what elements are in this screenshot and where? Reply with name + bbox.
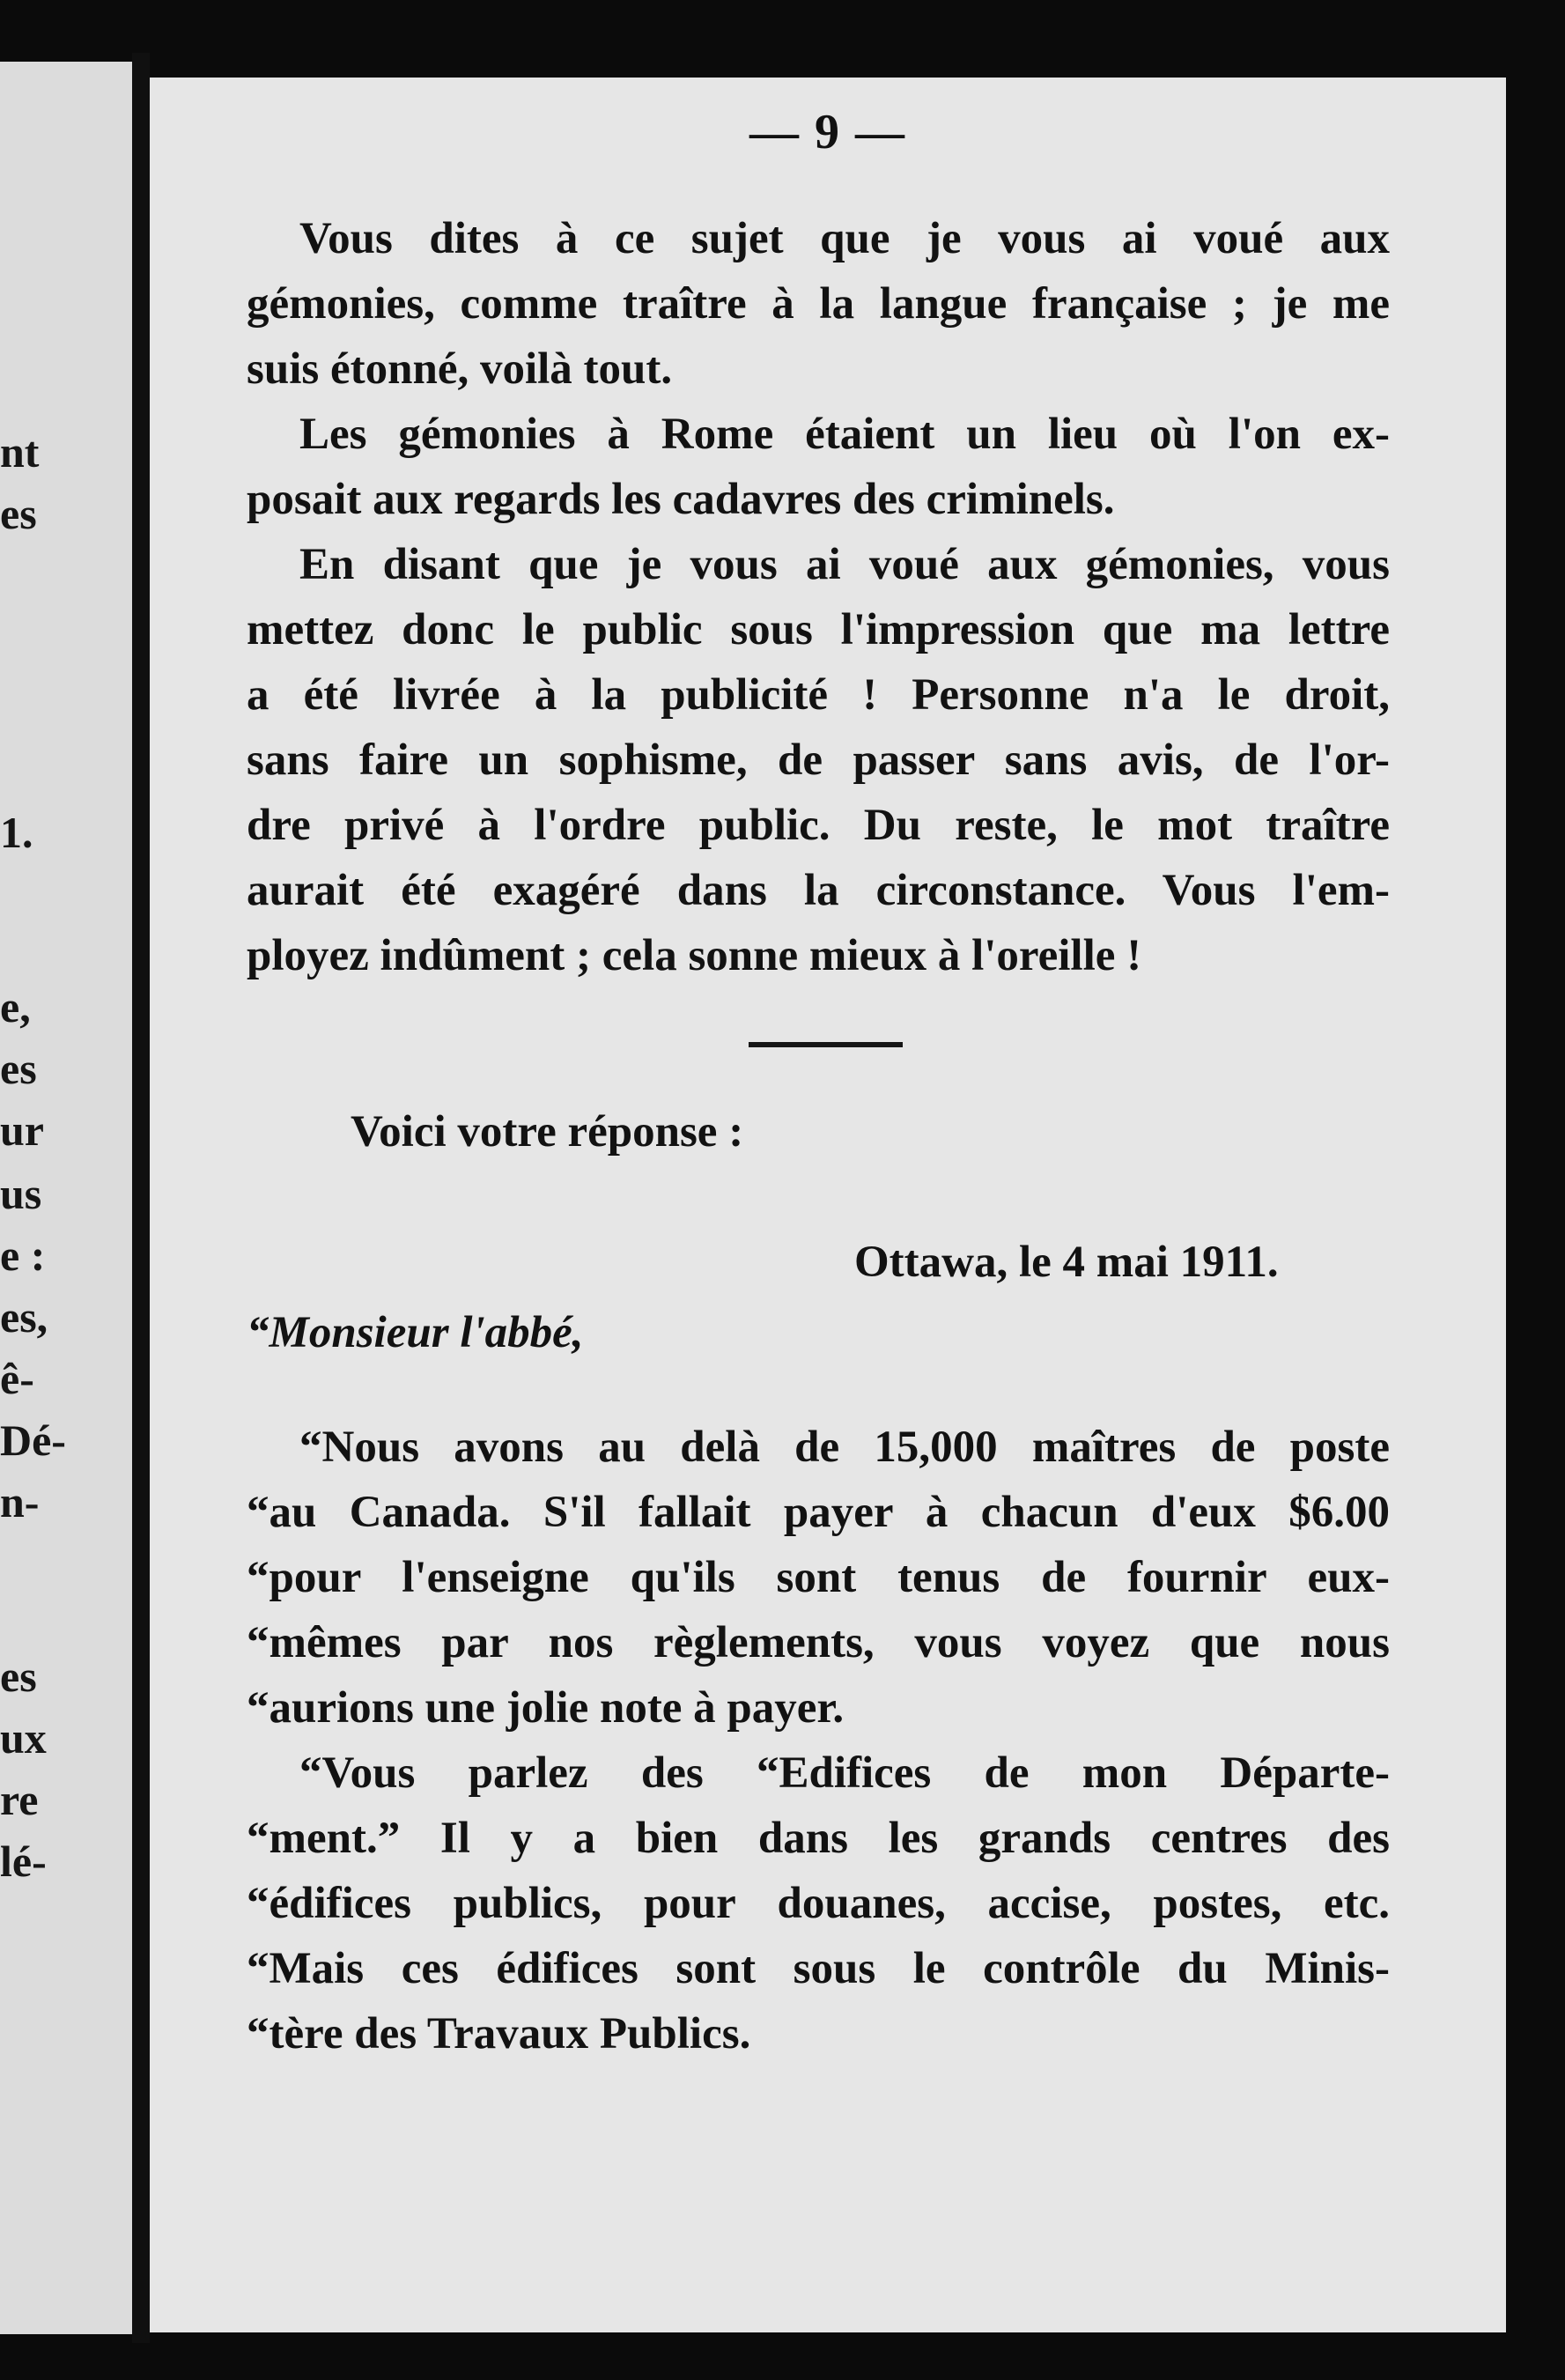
paragraph-line: aurait été exagéré dans la circonstance. Vous l'em- (247, 866, 1390, 915)
paragraph-line: mettez donc le public sous l'impression que ma lettre (247, 605, 1390, 654)
left-text-fragment: es (0, 489, 37, 538)
paragraph-line: posait aux regards les cadavres des criminels. (247, 475, 1115, 524)
left-text-fragment: lé- (0, 1837, 47, 1886)
letter-line: “Mais ces édifices sont sous le contrôle du Minis- (247, 1944, 1390, 1993)
book-spine (132, 53, 150, 2343)
letter-line: “ment.” Il y a bien dans les grands centres des (247, 1814, 1390, 1863)
left-text-fragment: 1. (0, 808, 33, 857)
left-text-fragment: es (0, 1652, 37, 1701)
letter-line: “Nous avons au delà de 15,000 maîtres de poste (299, 1423, 1390, 1472)
letter-date: Ottawa, le 4 mai 1911. (854, 1238, 1279, 1287)
left-text-fragment: e : (0, 1231, 46, 1280)
left-text-fragment: us (0, 1169, 42, 1218)
document-page (150, 78, 1506, 2332)
left-text-fragment: n- (0, 1477, 40, 1526)
paragraph-line: gémonies, comme traître à la langue française ; je me (247, 279, 1390, 329)
letter-line: “Vous parlez des “Edifices de mon Départe- (299, 1748, 1390, 1798)
letter-line: “au Canada. S'il fallait payer à chacun d'eux $6.00 (247, 1488, 1390, 1537)
page-number: — 9 — (749, 105, 906, 159)
left-text-fragment: ux (0, 1713, 47, 1763)
letter-line: “aurions une jolie note à payer. (247, 1683, 845, 1733)
paragraph-line: ployez indûment ; cela sonne mieux à l'oreille ! (247, 931, 1142, 980)
paragraph-line: sans faire un sophisme, de passer sans avis, de l'or- (247, 735, 1390, 785)
letter-line: “mêmes par nos règlements, vous voyez que nous (247, 1618, 1390, 1667)
paragraph-line: dre privé à l'ordre public. Du reste, le mot traître (247, 801, 1390, 850)
left-text-fragment: ur (0, 1105, 44, 1155)
letter-salutation: “Monsieur l'abbé, (247, 1308, 584, 1357)
paragraph-line: a été livrée à la publicité ! Personne n'a le droit, (247, 670, 1390, 720)
letter-line: “tère des Travaux Publics. (247, 2009, 751, 2058)
left-text-fragment: re (0, 1775, 39, 1824)
paragraph-line: En disant que je vous ai voué aux gémonies, vous (299, 540, 1390, 589)
paragraph-line: Vous dites à ce sujet que je vous ai voué aux (299, 214, 1390, 263)
left-text-fragment: ê- (0, 1354, 34, 1403)
response-intro: Voici votre réponse : (351, 1107, 744, 1157)
left-text-fragment: Dé- (0, 1415, 66, 1465)
paragraph-line: suis étonné, voilà tout. (247, 344, 673, 394)
left-text-fragment: es (0, 1044, 37, 1093)
left-page-fragment (0, 62, 132, 2334)
paragraph-line: Les gémonies à Rome étaient un lieu où l'on ex- (299, 410, 1390, 459)
left-text-fragment: e, (0, 982, 31, 1031)
section-divider (749, 1042, 903, 1047)
left-text-fragment: nt (0, 427, 40, 477)
letter-line: “édifices publics, pour douanes, accise, postes, etc. (247, 1879, 1390, 1928)
letter-line: “pour l'enseigne qu'ils sont tenus de fournir eux- (247, 1553, 1390, 1602)
left-text-fragment: es, (0, 1292, 48, 1342)
